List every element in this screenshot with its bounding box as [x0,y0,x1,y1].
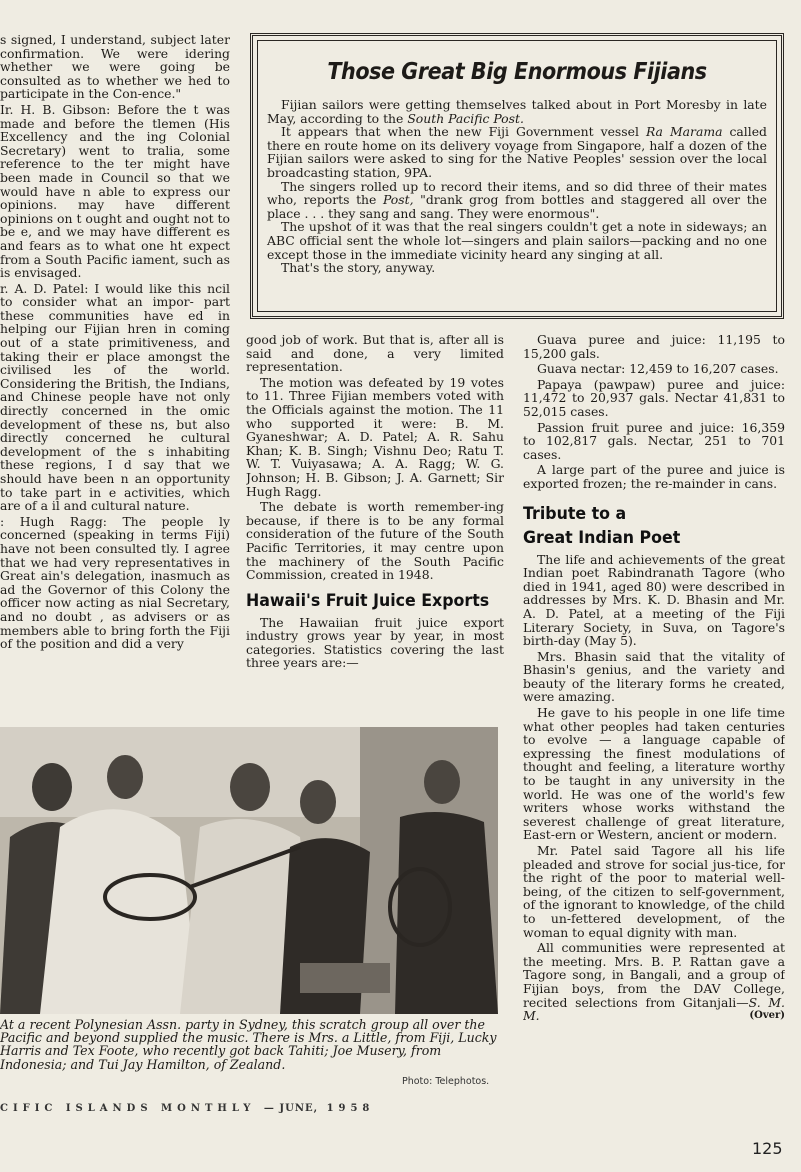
fijians-article-box [250,33,784,319]
juice-stat: A large part of the puree and juice is exported frozen; the re-mainder in cans. [523,462,785,491]
juice-stat: Guava puree and juice: 11,195 to 15,200 gals. [523,333,785,361]
box-paragraph: The singers rolled up to record their items, and so did three of their mates who, reports the Post, "drank grog from bottles and staggered all over the place . . . they sang and sang. They were enormous". [267,178,767,221]
tagore-paragraph: Mr. Patel said Tagore all his life pleaded and strove for social jus-tice, for the right of the poor to material well-being, of the citizen to self-government, of the ignorant to knowledge, of the child to un-fettered development, of the woman to equal dignity with man. [523,843,785,940]
left-paragraph: : Hugh Ragg: The people ly concerned (speaking in terms Fiji) have not been consulted tly. I agree that we had very representatives in Great ain's delegation, inasmuch as ad the Governor of this Colony the officer now acting as nial Secretary, and no doubt , as advisers or as members able to bring forth the Fiji of the position and did a very [0,513,230,652]
juice-stat: Papaya (pawpaw) puree and juice: 11,472 to 20,937 gals. Nectar 41,831 to 52,015 cases. [523,376,785,419]
right-column [523,333,785,1111]
tagore-paragraph: The life and achievements of the great Indian poet Rabindranath Tagore (who died in 1941, aged 80) were described in addresses by Mrs. K. D. Bhasin and Mr. A. D. Patel, at a meeting of the Fiji Literary Society, in Suva, on Tagore's birth-day (May 5). [523,551,785,649]
magazine-name: CIFIC ISLANDS MONTHLY [0,1103,256,1114]
tagore-heading-line2: Great Indian Poet [523,527,681,548]
box-paragraph: Fijian sailors were getting themselves talked about in Port Moresby in late May, according to the South Pacific Post. [267,97,767,126]
mid-paragraph: The motion was defeated by 19 votes to 11. Three Fijian members voted with the Officials against the motion. The 11 who supported it were: B. M. Gyaneshwar; A. D. Patel; A. R. Sahu Khan; K. B. Singh; Vishnu Deo; Ratu T. W. T. Vuiyasawa; A. A. Ragg; W. G. Johnson; H. B. Gibson; J. A. Garnett; Sir Hugh Ragg. [246,374,504,499]
left-paragraph: s signed, I understand, subject later confirmation. We were idering whether we were going be consulted as to whether we hed to participate in the Con-ence." [0,33,230,102]
left-paragraph: r. A. D. Patel: I would like this ncil to consider what an impor- part these communities have ed in helping our Fijian hren in coming out of a state primitiveness, and taking their er place amongst the civilised les of the world. Considering the British, the Indians, and Chinese people have not only directly concerned in the omic development of these ns, but also directly concerned he cultural development of the s inhabiting these regions, I d say that we should have been n an opportunity to take part in e activities, which are of a il and cultural nature. [0,280,230,514]
photo-caption: At a recent Polynesian Assn. party in Sydney, this scratch group all over the Pacific and beyond supplied the music. There is Mrs. a Little, from Fiji, Lucky Harris and Tex Foote, who recently got back Tahiti; Joe Musery, from Indonesia; and Tui Jay Hamilton, of Zealand. [0,1017,497,1072]
middle-column [246,333,504,715]
issue-label: — JUNE, [263,1103,319,1114]
box-body [267,98,767,275]
mid-paragraph: good job of work. But that is, after all is said and done, a very limited representation. [246,333,504,375]
left-paragraph: Ir. H. B. Gibson: Before the t was made and before the tlemen (His Excellency and the ing Colonial Secretary) went to tralia, some reference to the ter might have been made in Council so that we would have n able to express our opinions. may have different opinions on t ought and ought not to be e, and we may have different es and fears as to what one ht expect from a South Pacific iament, such as is envisaged. [0,101,230,281]
tagore-paragraph: He gave to his people in one life time what other peoples had taken centuries to evolve — a language capable of expressing the finest modulations of thought and feeling, a literature worthy to be taught in any university in the world. He was one of the world's few writers whose works withstand the severest challenge of great literature, East-ern or Western, ancient or modern. [523,705,785,843]
page-footer [0,1103,560,1114]
band-photo [0,727,498,1014]
mid-paragraph: The Hawaiian fruit juice export industry grows year by year, in most categories. Statistics covering the last three years are:— [246,614,504,671]
tagore-paragraph: Mrs. Bhasin said that the vitality of Bhasin's genius, and the variety and beauty of the literary forms he created, were amazing. [523,648,785,705]
issue-year: 1958 [326,1103,375,1114]
author-initials: S. M. M. [523,994,785,1024]
left-column [0,33,230,709]
band-photo-illustration [0,727,498,1014]
mid-paragraph: The debate is worth remember-ing because, if there is to be any formal consideration of the future of the South Pacific Territories, it may centre upon the machinery of the South Pacific Commission, created in 1948. [246,499,504,583]
page-number: 125 [752,1139,783,1158]
juice-stat: Passion fruit puree and juice: 16,359 to 102,817 gals. Nectar, 251 to 701 cases. [523,419,785,462]
box-title: Those Great Big Enormous Fijians [327,59,707,85]
box-paragraph: That's the story, anyway. [281,260,436,276]
photo-credit: Photo: Telephotos. [402,1076,490,1087]
box-paragraph: The upshot of it was that the real singers couldn't get a note in sideways; an ABC official sent the whole lot—singers and plain sailors—packing and no one except those in the immediate vicinity heard any singing at all. [267,219,767,262]
juice-stat: Guava nectar: 12,459 to 16,207 cases. [537,361,779,377]
box-paragraph: It appears that when the new Fiji Government vessel Ra Marama called there en route home on its delivery voyage from Singapore, half a dozen of the Fijian sailors were asked to sing for the Native Peoples' session over the local broadcasting station, 9PA. [267,124,767,180]
tagore-paragraph: All communities were represented at the meeting. Mrs. B. P. Rattan gave a Tagore song, in Bangali, and a group of Fijian boys, from the DAV College, recited selections from Gitanjali—S. M. M. (Over) [523,940,785,1024]
over-marker: (Over) [749,1010,785,1022]
tagore-heading-line1: Tribute to a [523,503,627,524]
juice-exports-heading: Hawaii's Fruit Juice Exports [246,590,490,611]
